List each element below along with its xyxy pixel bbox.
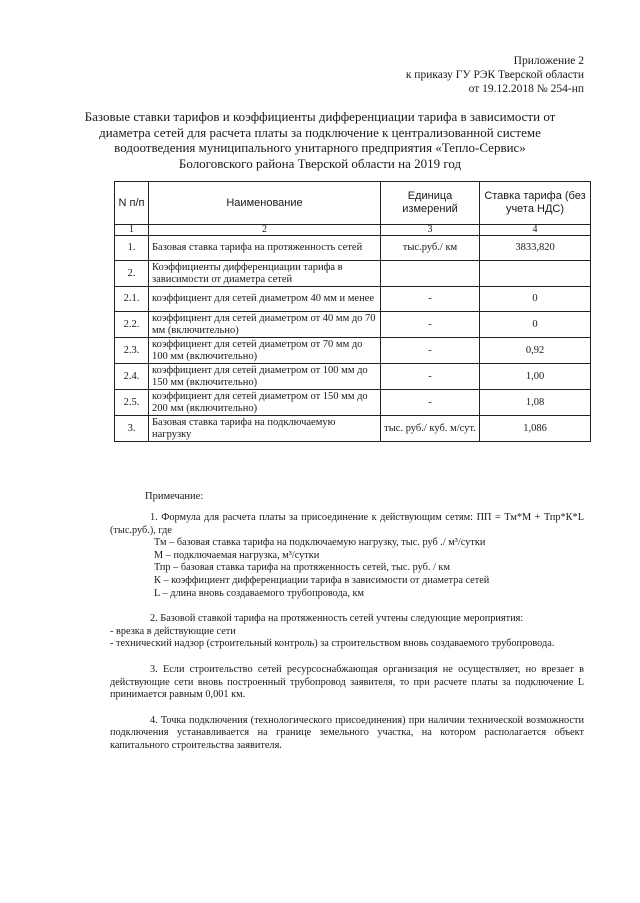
row-unit xyxy=(381,261,480,287)
note-1-formula: 1. Формула для расчета платы за присоединение к действующим сетям: ПП = Тм*М + Тпр*К*L (тыс.руб.), где xyxy=(110,512,584,536)
table-row xyxy=(115,338,591,364)
note-4: 4. Точка подключения (технологического присоединения) при наличии технической возможности подключения устанавливается на границе земельного участка, на котором располагается объект капитального строительства заявителя. xyxy=(110,714,584,751)
row-unit: тыс. руб./ куб. м/сут. xyxy=(381,416,480,442)
table-row xyxy=(115,261,591,287)
row-name: коэффициент для сетей диаметром от 150 мм до 200 мм (включительно) xyxy=(149,390,381,416)
title-line-4: Бологовского района Тверской области на 2019 год xyxy=(178,155,462,171)
table-row xyxy=(115,312,591,338)
row-name: Базовая ставка тарифа на протяженность сетей xyxy=(149,236,381,261)
title-line-3: водоотведения муниципального унитарного предприятия «Тепло-Сервис» xyxy=(114,140,526,155)
row-name: коэффициент для сетей диаметром от 100 мм до 150 мм (включительно) xyxy=(149,364,381,390)
row-name: коэффициент для сетей диаметром от 40 мм до 70 мм (включительно) xyxy=(149,312,381,338)
notes-section xyxy=(110,512,584,753)
row-rate: 1,08 xyxy=(480,390,591,416)
row-n: 2.4. xyxy=(115,364,149,390)
row-name: коэффициент для сетей диаметром 40 мм и менее xyxy=(149,287,381,312)
appendix-line-1: Приложение 2 xyxy=(513,55,584,67)
note-1-k: К – коэффициент дифференциации тарифа в зависимости от диаметра сетей xyxy=(154,574,490,586)
row-n: 2. xyxy=(115,261,149,287)
row-unit: тыс.руб./ км xyxy=(381,236,480,261)
table-row xyxy=(115,364,591,390)
row-n: 1. xyxy=(115,236,149,261)
row-rate xyxy=(480,261,591,287)
note-2-item-b: - технический надзор (строительный контроль) за строительством вновь создаваемого трубопровода. xyxy=(110,638,555,650)
appendix-line-2: к приказу ГУ РЭК Тверской области xyxy=(405,69,584,81)
col-number: 3 xyxy=(381,225,480,236)
appendix-header xyxy=(406,54,584,96)
row-name: Базовая ставка тарифа на подключаемую нагрузку xyxy=(149,416,381,442)
row-unit: - xyxy=(381,312,480,338)
column-number-row xyxy=(115,225,591,236)
header-n: N п/п xyxy=(115,182,149,225)
header-unit: Единица измерений xyxy=(381,182,480,225)
note-2-item-a: - врезка в действующие сети xyxy=(110,625,236,637)
row-n: 2.5. xyxy=(115,390,149,416)
header-rate: Ставка тарифа (без учета НДС) xyxy=(480,182,591,225)
row-unit: - xyxy=(381,338,480,364)
row-n: 2.3. xyxy=(115,338,149,364)
note-1-tm: Тм – базовая ставка тарифа на подключаемую нагрузку, тыс. руб ./ м³/сутки xyxy=(154,537,486,549)
document-title xyxy=(70,109,570,171)
table-row xyxy=(115,287,591,312)
table-row xyxy=(115,390,591,416)
title-line-1: Базовые ставки тарифов и коэффициенты дифференциации тарифа в зависимости от xyxy=(84,109,556,124)
title-line-2: диаметра сетей для расчета платы за подключение к централизованной системе xyxy=(99,124,541,140)
row-unit: - xyxy=(381,390,480,416)
row-rate: 3833,820 xyxy=(480,236,591,261)
col-number: 4 xyxy=(480,225,591,236)
row-rate: 1,00 xyxy=(480,364,591,390)
col-number: 1 xyxy=(115,225,149,236)
note-1-tpr: Тпр – базовая ставка тарифа на протяженность сетей, тыс. руб. / км xyxy=(154,562,450,574)
note-2: 2. Базовой ставкой тарифа на протяженность сетей учтены следующие мероприятия: xyxy=(150,613,524,625)
note-1-m: М – подключаемая нагрузка, м³/сутки xyxy=(154,549,320,561)
row-n: 3. xyxy=(115,416,149,442)
header-name: Наименование xyxy=(149,182,381,225)
note-1-l: L – длина вновь создаваемого трубопровода, км xyxy=(154,587,364,599)
tariff-table xyxy=(114,181,591,442)
row-rate: 0 xyxy=(480,287,591,312)
row-name: коэффициент для сетей диаметром от 70 мм до 100 мм (включительно) xyxy=(149,338,381,364)
note-3: 3. Если строительство сетей ресурсоснабжающая организация не осуществляет, но врезает в действующие сети вновь построенный трубопровод заявителя, то при расчете платы за подключение L принимается равным 0,001 км. xyxy=(110,663,584,701)
table-row xyxy=(115,416,591,442)
row-name: Коэффициенты дифференциации тарифа в зависимости от диаметра сетей xyxy=(149,261,381,287)
row-unit: - xyxy=(381,364,480,390)
table-header-row xyxy=(115,182,591,225)
row-n: 2.1. xyxy=(115,287,149,312)
row-rate: 0,92 xyxy=(480,338,591,364)
col-number: 2 xyxy=(149,225,381,236)
row-n: 2.2. xyxy=(115,312,149,338)
row-rate: 0 xyxy=(480,312,591,338)
row-unit: - xyxy=(381,287,480,312)
table-row xyxy=(115,236,591,261)
appendix-line-3: от 19.12.2018 № 254-нп xyxy=(468,83,584,95)
row-rate: 1,086 xyxy=(480,416,591,442)
notes-heading: Примечание: xyxy=(145,491,204,502)
